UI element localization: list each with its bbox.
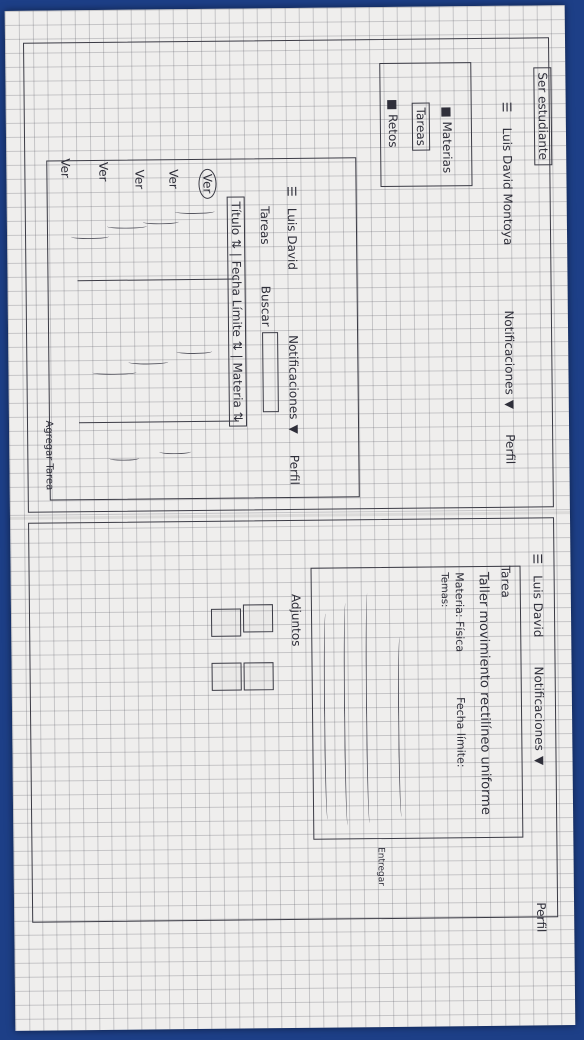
sidebar-item-label: Materias (439, 121, 455, 174)
add-task-button[interactable]: Agregar Tarea (42, 420, 55, 491)
hamburger-menu-icon[interactable]: ☰ (530, 553, 545, 565)
task-topics: Temas: (438, 572, 450, 608)
task-title: Taller movimiento rectilíneo uniforme (475, 571, 494, 815)
row-view-button[interactable]: Ver (166, 169, 181, 189)
sidebar-item-label: Tareas (413, 107, 429, 147)
hamburger-menu-icon[interactable]: ☰ (499, 101, 514, 113)
sidebar-item-materias[interactable]: ■ Materias (439, 106, 455, 174)
column-header-due-date[interactable]: Fecha Límite (229, 260, 245, 337)
search-input[interactable] (262, 332, 279, 412)
row-view-button[interactable]: Ver (96, 161, 111, 182)
chevron-down-icon[interactable]: ▼ (287, 424, 302, 434)
detail-user-name: Luis David (530, 575, 546, 638)
tasks-notifications-button[interactable]: Notificaciones (286, 334, 301, 420)
submit-button[interactable]: Entregar (375, 847, 386, 887)
row-view-button[interactable]: Ver (198, 169, 216, 199)
app-title: Ser estudiante (533, 67, 552, 165)
task-subject: Materia: Física (452, 572, 467, 653)
nav-notifications-button[interactable]: Notificaciones (501, 310, 517, 395)
hamburger-menu-icon[interactable]: ☰ (284, 185, 299, 197)
detail-profile-button[interactable]: Perfil (534, 902, 549, 933)
sidebar-item-label: Retos (385, 113, 401, 148)
nav-user-name: Luis David Montoya (499, 127, 516, 246)
chevron-down-icon[interactable]: ▼ (532, 755, 547, 766)
attachment-thumbnail[interactable] (212, 663, 242, 691)
chevron-down-icon[interactable]: ▼ (502, 399, 517, 410)
search-label: Buscar (258, 285, 273, 327)
row-view-button[interactable]: Ver (58, 158, 73, 179)
sketch-paper (5, 5, 576, 1031)
attachment-thumbnail[interactable] (243, 604, 273, 632)
attachment-thumbnail[interactable] (211, 609, 241, 637)
tasks-user-name: Luis David (284, 207, 300, 271)
column-header-subject[interactable]: Materia (230, 362, 245, 408)
task-due-date: Fecha límite: (453, 697, 468, 768)
detail-notifications-button[interactable]: Notificaciones (531, 666, 547, 751)
sidebar-item-retos[interactable]: ■ Retos (385, 98, 401, 148)
nav-profile-button[interactable]: Perfil (503, 434, 518, 465)
column-header-title[interactable]: Título (228, 201, 244, 236)
tasks-profile-button[interactable]: Perfil (287, 454, 302, 485)
row-view-button[interactable]: Ver (132, 169, 147, 190)
attachment-thumbnail[interactable] (244, 662, 274, 690)
detail-section-label: Tarea (498, 565, 513, 598)
tasks-section-title: Tareas (257, 206, 273, 245)
table-header: Título ⇅ | Fecha Límite ⇅ | Materia ⇅ (227, 196, 247, 426)
attachments-label: Adjuntos (288, 593, 304, 647)
sidebar-item-tareas[interactable] (412, 103, 431, 152)
